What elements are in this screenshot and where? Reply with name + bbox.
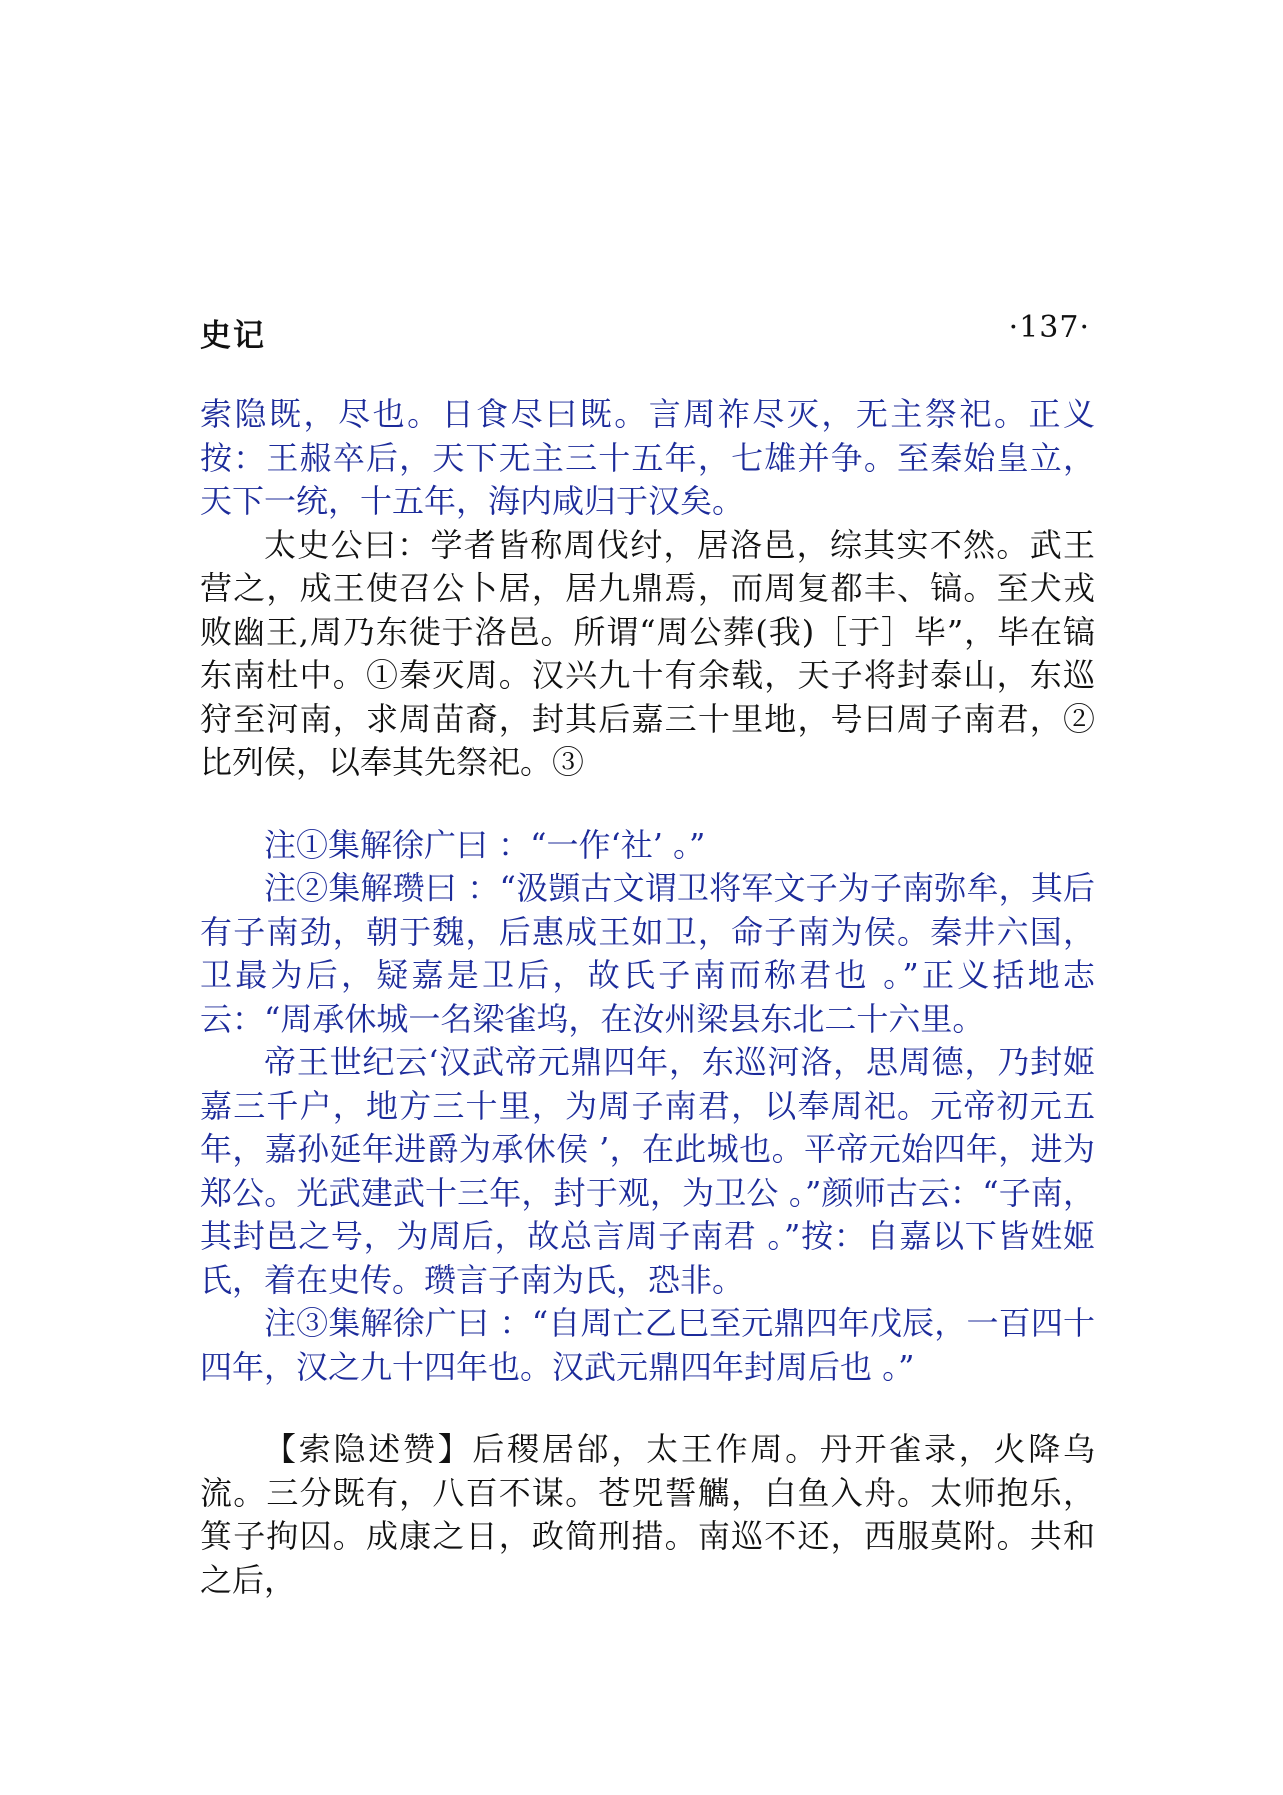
page-body (200, 393, 1095, 1602)
footnote-1: 注①集解徐广曰 ：“一作‘社’ 。” (264, 825, 706, 864)
book-title: 史记 (200, 318, 266, 354)
suoyin-shuzan-paragraph: 【索隐述赞】后稷居邰，太王作周。丹开雀录，火降乌流。三分既有，八百不谋。苍兕誓觽，白鱼入舟。太师抱乐，箕子拘囚。成康之日，政简刑措。南巡不还，西服莫附。共和之后， (200, 1430, 1095, 1599)
commentary-paragraph: 索隐既，尽也。日食尽曰既。言周祚尽灭，无主祭祀。正义按：王赧卒后，天下无主三十五年，七雄并争。至秦始皇立，天下一统，十五年，海内咸归于汉矣。 (200, 395, 1095, 520)
footnote-2: 注②集解瓒曰 ：“汲顗古文谓卫将军文子为子南弥牟，其后有子南劲，朝于魏，后惠成王如卫，命子南为侯。秦井六国，卫最为后，疑嘉是卫后，故氏子南而称君也 。”正义括地志云：“周承休城一名梁雀坞，在汝州梁县东北二十六里。 (200, 869, 1095, 1038)
footnote-3: 注③集解徐广曰 ：“自周亡乙巳至元鼎四年戊辰，一百四十四年，汉之九十四年也。汉武元鼎四年封周后也 。” (200, 1304, 1095, 1386)
paragraph-gap (200, 785, 1095, 824)
page-header (200, 310, 1090, 352)
paragraph-gap (200, 1389, 1095, 1428)
page-number: ·137· (1008, 310, 1090, 345)
main-text-paragraph: 太史公曰：学者皆称周伐纣，居洛邑，综其实不然。武王营之，成王使召公卜居，居九鼎焉，而周复都丰、镐。至犬戎败幽王,周乃东徙于洛邑。所谓“周公葬(我)［于］毕”，毕在镐东南杜中。①秦灭周。汉兴九十有余载，天子将封泰山，东巡狩至河南，求周苗裔，封其后嘉三十里地，号曰周子南君，②比列侯，以奉其先祭祀。③ (200, 525, 1095, 781)
footnote-2-continued: 帝王世纪云‘汉武帝元鼎四年，东巡河洛，思周德，乃封姬嘉三千户，地方三十里，为周子南君，以奉周祀。元帝初元五年，嘉孙延年进爵为承休侯 ’，在此城也。平帝元始四年，进为郑公。光武建武十三年，封于观，为卫公 。”颜师古云：“子南，其封邑之号，为周后，故总言周子南君 。”按：自嘉以下皆姓姬氏，着在史传。瓒言子南为氏，恐非。 (200, 1043, 1095, 1299)
